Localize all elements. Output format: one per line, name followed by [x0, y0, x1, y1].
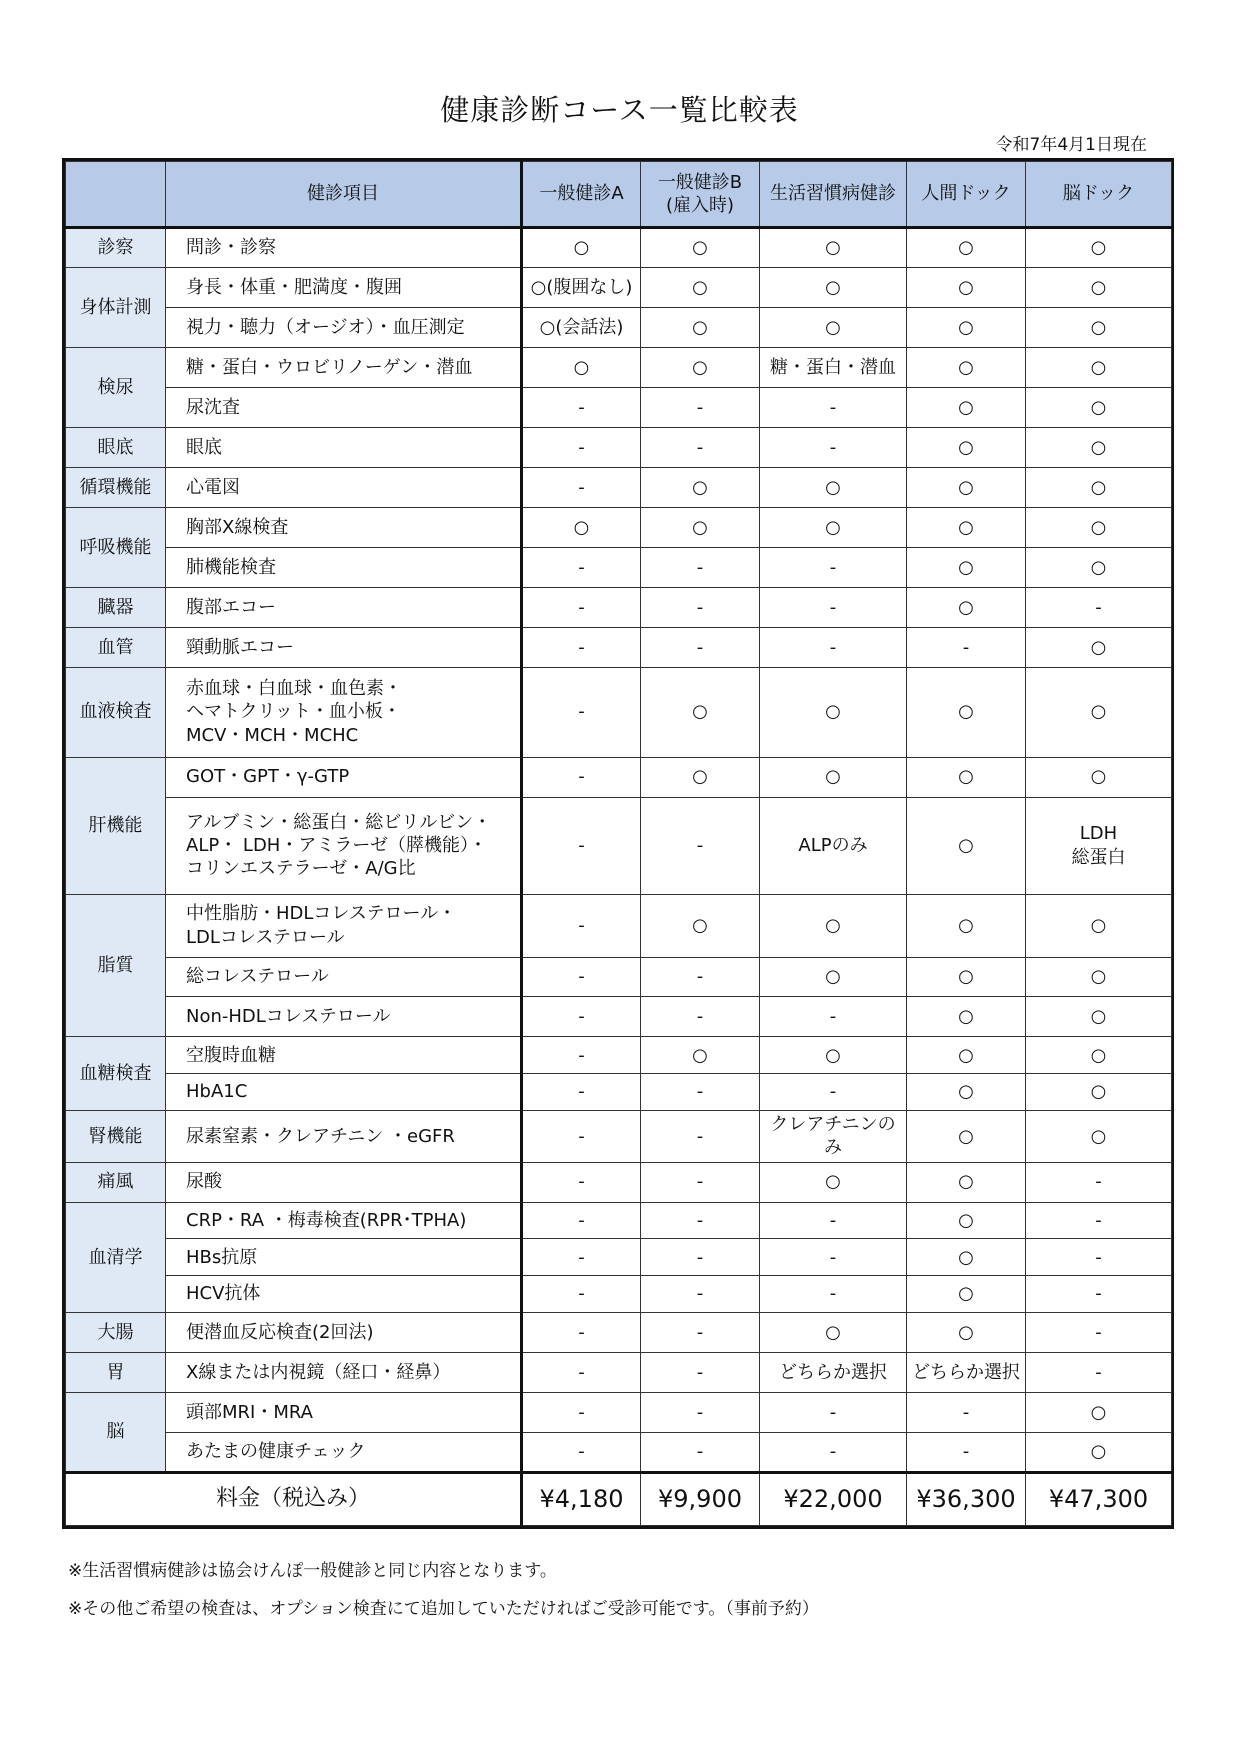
value-cell: -: [1026, 1352, 1172, 1392]
table-row: [66, 1352, 1172, 1392]
value-cell: ○: [907, 427, 1026, 467]
value-cell: ○: [760, 894, 907, 957]
value-cell: -: [522, 1352, 641, 1392]
value-cell: ○(腹囲なし): [522, 267, 641, 307]
header-blank: [66, 162, 166, 228]
value-cell: ○: [641, 267, 760, 307]
value-cell: ○: [1026, 467, 1172, 507]
item-cell: 尿酸: [166, 1162, 522, 1202]
value-cell: どちらか選択: [907, 1352, 1026, 1392]
price-value: ¥22,000: [760, 1472, 907, 1525]
header-course: 脳ドック: [1026, 162, 1172, 228]
header-row: [66, 162, 1172, 228]
price-value: ¥9,900: [641, 1472, 760, 1525]
value-cell: -: [522, 797, 641, 894]
value-cell: -: [760, 1432, 907, 1472]
value-cell: ○: [760, 507, 907, 547]
item-cell: 問診・診察: [166, 228, 522, 268]
value-cell: -: [522, 997, 641, 1037]
value-cell: -: [641, 1074, 760, 1111]
value-cell: -: [522, 587, 641, 627]
value-cell: -: [1026, 1312, 1172, 1352]
value-cell: -: [522, 1239, 641, 1276]
item-cell: HBs抗原: [166, 1239, 522, 1276]
header-course: 人間ドック: [907, 162, 1026, 228]
value-cell: -: [1026, 1162, 1172, 1202]
table-row: [66, 1276, 1172, 1313]
value-cell: -: [1026, 1202, 1172, 1239]
value-cell: -: [641, 387, 760, 427]
value-cell: -: [760, 1202, 907, 1239]
value-cell: ○: [907, 387, 1026, 427]
footnotes: [68, 1552, 819, 1628]
value-cell: ○: [760, 307, 907, 347]
value-cell: -: [641, 1432, 760, 1472]
item-cell: 糖・蛋白・ウロビリノーゲン・潜血: [166, 347, 522, 387]
value-cell: ○: [641, 667, 760, 757]
value-cell: ○: [760, 1162, 907, 1202]
category-cell: 臓器: [66, 587, 166, 627]
value-cell: ○: [1026, 387, 1172, 427]
value-cell: ○: [522, 347, 641, 387]
value-cell: -: [641, 587, 760, 627]
value-cell: -: [760, 587, 907, 627]
value-cell: ○: [1026, 1110, 1172, 1162]
value-cell: -: [760, 1074, 907, 1111]
value-cell: ○: [1026, 307, 1172, 347]
value-cell: ○: [907, 1239, 1026, 1276]
table-row: [66, 467, 1172, 507]
value-cell: ○: [641, 507, 760, 547]
category-cell: 循環機能: [66, 467, 166, 507]
value-cell: ○: [641, 228, 760, 268]
value-cell: ○: [522, 228, 641, 268]
value-cell: -: [760, 1239, 907, 1276]
value-cell: -: [522, 1432, 641, 1472]
value-cell: ○: [522, 507, 641, 547]
value-cell: -: [907, 627, 1026, 667]
value-cell: ○: [1026, 1074, 1172, 1111]
table-row: [66, 1312, 1172, 1352]
value-cell: -: [760, 997, 907, 1037]
value-cell: ○: [1026, 667, 1172, 757]
table-body: [66, 228, 1172, 1526]
value-cell: ○: [641, 347, 760, 387]
value-cell: -: [641, 957, 760, 997]
table-row: [66, 1432, 1172, 1472]
value-cell: ○: [1026, 1392, 1172, 1432]
value-cell: ○: [641, 757, 760, 797]
table-row: [66, 1392, 1172, 1432]
value-cell: -: [641, 1202, 760, 1239]
value-cell: ○: [907, 667, 1026, 757]
value-cell: -: [641, 1312, 760, 1352]
value-cell: ○: [907, 228, 1026, 268]
value-cell: -: [907, 1392, 1026, 1432]
item-cell: HbA1C: [166, 1074, 522, 1111]
value-cell: -: [641, 427, 760, 467]
item-cell: 中性脂肪・HDLコレステロール・ LDLコレステロール: [166, 894, 522, 957]
item-cell: 頭部MRI・MRA: [166, 1392, 522, 1432]
category-cell: 身体計測: [66, 267, 166, 347]
category-cell: 胃: [66, 1352, 166, 1392]
value-cell: ○: [1026, 547, 1172, 587]
value-cell: ○: [760, 267, 907, 307]
category-cell: 血液検査: [66, 667, 166, 757]
value-cell: ○: [641, 1037, 760, 1074]
table-row: [66, 1074, 1172, 1111]
value-cell: -: [641, 547, 760, 587]
value-cell: -: [522, 957, 641, 997]
value-cell: -: [641, 1276, 760, 1313]
value-cell: -: [522, 1202, 641, 1239]
category-cell: 痛風: [66, 1162, 166, 1202]
table-row: [66, 757, 1172, 797]
header-course: 一般健診B (雇入時): [641, 162, 760, 228]
value-cell: ○: [907, 267, 1026, 307]
item-cell: 身長・体重・肥満度・腹囲: [166, 267, 522, 307]
item-cell: X線または内視鏡（経口・経鼻）: [166, 1352, 522, 1392]
table-row: [66, 627, 1172, 667]
value-cell: -: [760, 547, 907, 587]
value-cell: -: [1026, 1239, 1172, 1276]
as-of-date: 令和7年4月1日現在: [995, 135, 1147, 155]
value-cell: ○: [760, 228, 907, 268]
comparison-table: [65, 161, 1172, 1526]
value-cell: ○: [641, 307, 760, 347]
value-cell: -: [522, 627, 641, 667]
category-cell: 脂質: [66, 894, 166, 1037]
category-cell: 脳: [66, 1392, 166, 1472]
price-value: ¥36,300: [907, 1472, 1026, 1525]
value-cell: -: [1026, 1276, 1172, 1313]
value-cell: ○: [1026, 997, 1172, 1037]
value-cell: -: [760, 387, 907, 427]
value-cell: ○: [641, 894, 760, 957]
value-cell: -: [760, 1392, 907, 1432]
value-cell: ○: [1026, 228, 1172, 268]
price-value: ¥47,300: [1026, 1472, 1172, 1525]
value-cell: ○: [1026, 427, 1172, 467]
table-row: [66, 1162, 1172, 1202]
value-cell: ○: [760, 1037, 907, 1074]
value-cell: -: [522, 387, 641, 427]
category-cell: 血糖検査: [66, 1037, 166, 1111]
item-cell: 頸動脈エコー: [166, 627, 522, 667]
value-cell: ○: [760, 957, 907, 997]
value-cell: -: [641, 1352, 760, 1392]
item-cell: 肺機能検査: [166, 547, 522, 587]
category-cell: 検尿: [66, 347, 166, 427]
value-cell: ○: [760, 1312, 907, 1352]
value-cell: ○: [1026, 957, 1172, 997]
value-cell: ○: [907, 1312, 1026, 1352]
value-cell: LDH 総蛋白: [1026, 797, 1172, 894]
page-title: 健康診断コース一覧比較表: [440, 93, 799, 127]
value-cell: ○: [1026, 894, 1172, 957]
value-cell: ○: [907, 1276, 1026, 1313]
value-cell: -: [522, 1074, 641, 1111]
value-cell: ○: [907, 997, 1026, 1037]
value-cell: ○: [907, 957, 1026, 997]
category-cell: 大腸: [66, 1312, 166, 1352]
value-cell: -: [641, 797, 760, 894]
table-row: [66, 387, 1172, 427]
footnote: ※生活習慣病健診は協会けんぽ一般健診と同じ内容となります。: [68, 1561, 557, 1581]
item-cell: GOT・GPT・γ-GTP: [166, 757, 522, 797]
value-cell: -: [907, 1432, 1026, 1472]
value-cell: どちらか選択: [760, 1352, 907, 1392]
value-cell: -: [641, 1162, 760, 1202]
table-row: [66, 507, 1172, 547]
item-cell: 胸部X線検査: [166, 507, 522, 547]
value-cell: -: [1026, 587, 1172, 627]
value-cell: ○: [907, 757, 1026, 797]
price-row: [66, 1472, 1172, 1525]
value-cell: ○(会話法): [522, 307, 641, 347]
value-cell: ○: [1026, 1432, 1172, 1472]
table-row: [66, 894, 1172, 957]
price-value: ¥4,180: [522, 1472, 641, 1525]
category-cell: 腎機能: [66, 1110, 166, 1162]
item-cell: 空腹時血糖: [166, 1037, 522, 1074]
value-cell: -: [522, 757, 641, 797]
value-cell: ○: [641, 467, 760, 507]
value-cell: ○: [1026, 507, 1172, 547]
table-row: [66, 1239, 1172, 1276]
value-cell: -: [522, 467, 641, 507]
table-row: [66, 1202, 1172, 1239]
table-row: [66, 228, 1172, 268]
item-cell: アルブミン・総蛋白・総ビリルビン・ ALP・ LDH・アミラーゼ（膵機能）・ コリンエステラーゼ・A/G比: [166, 797, 522, 894]
category-cell: 診察: [66, 228, 166, 268]
value-cell: ○: [907, 1037, 1026, 1074]
header-course: 生活習慣病健診: [760, 162, 907, 228]
header-course: 一般健診A: [522, 162, 641, 228]
value-cell: ○: [760, 467, 907, 507]
value-cell: ○: [907, 307, 1026, 347]
table-row: [66, 997, 1172, 1037]
value-cell: -: [522, 1037, 641, 1074]
value-cell: -: [522, 547, 641, 587]
value-cell: ○: [907, 347, 1026, 387]
item-cell: 便潜血反応検査(2回法): [166, 1312, 522, 1352]
item-cell: 尿素窒素・クレアチニン ・eGFR: [166, 1110, 522, 1162]
item-cell: 心電図: [166, 467, 522, 507]
value-cell: ○: [1026, 1037, 1172, 1074]
comparison-table-frame: [62, 158, 1174, 1529]
value-cell: ○: [907, 507, 1026, 547]
value-cell: -: [522, 894, 641, 957]
item-cell: 腹部エコー: [166, 587, 522, 627]
value-cell: ○: [1026, 347, 1172, 387]
value-cell: -: [641, 627, 760, 667]
value-cell: ○: [907, 1202, 1026, 1239]
value-cell: ○: [907, 797, 1026, 894]
value-cell: -: [522, 1110, 641, 1162]
table-row: [66, 797, 1172, 894]
item-cell: HCV抗体: [166, 1276, 522, 1313]
table-row: [66, 1037, 1172, 1074]
table-row: [66, 587, 1172, 627]
value-cell: 糖・蛋白・潜血: [760, 347, 907, 387]
price-label: 料金（税込み）: [66, 1472, 522, 1525]
value-cell: -: [522, 427, 641, 467]
header-item: 健診項目: [166, 162, 522, 228]
value-cell: -: [641, 1110, 760, 1162]
table-row: [66, 427, 1172, 467]
table-row: [66, 267, 1172, 307]
item-cell: 尿沈査: [166, 387, 522, 427]
category-cell: 血清学: [66, 1202, 166, 1312]
table-row: [66, 1110, 1172, 1162]
value-cell: ○: [907, 1074, 1026, 1111]
value-cell: -: [522, 667, 641, 757]
footnote: ※その他ご希望の検査は、オプション検査にて追加していただければご受診可能です。（事前予約）: [68, 1599, 819, 1619]
item-cell: 眼底: [166, 427, 522, 467]
value-cell: -: [522, 1162, 641, 1202]
value-cell: -: [760, 627, 907, 667]
value-cell: ALPのみ: [760, 797, 907, 894]
value-cell: ○: [907, 1110, 1026, 1162]
item-cell: あたまの健康チェック: [166, 1432, 522, 1472]
table-row: [66, 547, 1172, 587]
category-cell: 肝機能: [66, 757, 166, 894]
table-row: [66, 667, 1172, 757]
item-cell: CRP・RA ・梅毒検査(RPR･TPHA): [166, 1202, 522, 1239]
item-cell: 赤血球・白血球・血色素・ ヘマトクリット・血小板・ MCV・MCH・MCHC: [166, 667, 522, 757]
value-cell: クレアチニンのみ: [760, 1110, 907, 1162]
table-row: [66, 307, 1172, 347]
value-cell: -: [522, 1392, 641, 1432]
category-cell: 血管: [66, 627, 166, 667]
value-cell: -: [641, 1392, 760, 1432]
table-row: [66, 347, 1172, 387]
category-cell: 呼吸機能: [66, 507, 166, 587]
value-cell: -: [760, 1276, 907, 1313]
value-cell: ○: [907, 894, 1026, 957]
value-cell: ○: [907, 467, 1026, 507]
value-cell: ○: [760, 757, 907, 797]
value-cell: -: [522, 1312, 641, 1352]
item-cell: 視力・聴力（オージオ）・血圧測定: [166, 307, 522, 347]
item-cell: Non-HDLコレステロール: [166, 997, 522, 1037]
value-cell: -: [641, 997, 760, 1037]
table-row: [66, 957, 1172, 997]
value-cell: ○: [1026, 757, 1172, 797]
value-cell: ○: [1026, 267, 1172, 307]
value-cell: ○: [907, 1162, 1026, 1202]
value-cell: -: [641, 1239, 760, 1276]
category-cell: 眼底: [66, 427, 166, 467]
value-cell: ○: [907, 587, 1026, 627]
value-cell: ○: [1026, 627, 1172, 667]
value-cell: -: [760, 427, 907, 467]
item-cell: 総コレステロール: [166, 957, 522, 997]
value-cell: ○: [760, 667, 907, 757]
value-cell: ○: [907, 547, 1026, 587]
value-cell: -: [522, 1276, 641, 1313]
